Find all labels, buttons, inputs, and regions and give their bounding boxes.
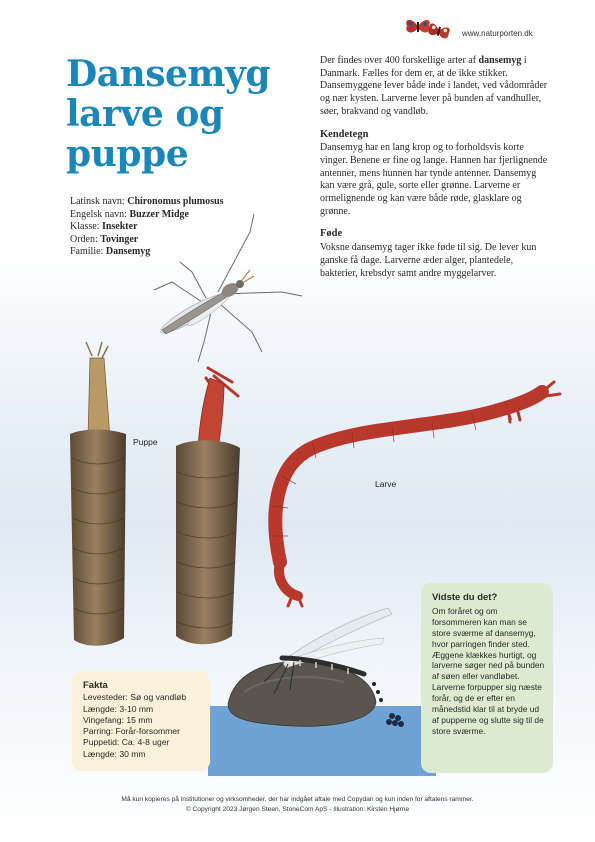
meta-latin: Latinsk navn: Chironomus plumosus — [70, 196, 224, 207]
fakta-line: Vingefang: 15 mm — [83, 714, 153, 725]
site-url[interactable]: www.naturporten.dk — [462, 29, 533, 38]
footer — [0, 795, 595, 815]
label-puppe: Puppe — [133, 437, 158, 447]
footer-license: Må kun kopieres på institutioner og virksomheder, der har indgået aftale med Copydan og kun inden for aftalens rammer. — [121, 796, 474, 803]
fode-heading: Føde — [320, 228, 343, 240]
vidste-text: Om foråret og om forsommeren kan man se store sværme af dansemyg, hvor parringen finder sted. Æggene klækkes hurtigt, og larverne søger ned på bunden af søen eller vandløbet. Larverne forpupper sig næste forår, og de er efter en månedstid klar til at bryde ud af pupperne og slutte sig til de store sværme. — [432, 605, 545, 736]
fakta-box — [72, 671, 210, 771]
stone-midge-illustration — [224, 598, 424, 738]
fakta-line: Puppetid: Ca. 4-8 uger — [83, 737, 170, 748]
title-line-3: puppe — [66, 133, 189, 175]
vidste-heading: Vidste du det? — [432, 592, 498, 603]
meta-order: Orden: Tovinger — [70, 233, 139, 245]
meta-english: Engelsk navn: Buzzer Midge — [70, 208, 189, 220]
kendetegn-heading: Kendetegn — [320, 128, 369, 140]
pupae-illustration — [64, 338, 244, 656]
intro-paragraph: Der findes over 400 forskellige arter af dansemyg i Danmark. Fælles for dem er, at de ikke stikker. Dansemyggene lever både inde i landet, ved vådområder og nær kysten. Larverne lever på bunden af vandhuller, søer, brakvand og vandløb. — [320, 55, 548, 117]
fakta-line: Levesteder: Sø og vandløb — [83, 692, 187, 703]
larva-illustration — [262, 366, 562, 616]
label-larve: Larve — [375, 479, 397, 489]
fakta-line: Parring: Forår-forsommer — [83, 726, 180, 737]
title-line-1: Dansemyg — [66, 53, 271, 95]
kendetegn-paragraph: Dansemyg har en lang krop og to forholdsvis korte vinger. Benene er fine og lange. Hannen har fjerlignende antenner, mens hunnen har tynde antenner. Dansemyg kan være grå, gule, sorte eller grønne. Larverne er ormelignende og kan være både røde, glasklare og grønne. — [320, 142, 548, 217]
fakta-line: Længde: 3-10 mm — [83, 703, 154, 714]
butterflies-logo-icon — [404, 14, 462, 40]
title-line-2: larve og — [66, 93, 224, 135]
fode-paragraph: Voksne dansemyg tager ikke føde til sig. De lever kun ganske få dage. Larverne æder alger, plantedele, bakterier, krebsdyr samt andre myggelarver. — [320, 242, 537, 279]
text-column — [320, 55, 552, 290]
page-title — [66, 54, 296, 174]
vidste-du-det-box — [421, 583, 553, 773]
fakta-line: Længde: 30 mm — [83, 748, 146, 759]
footer-copyright: © Copyright 2023 Jørgen Steen, StoneCom ApS - Illustration: Kirsten Hjørne — [185, 806, 410, 813]
meta-class: Klasse: Insekter — [70, 221, 138, 233]
meta-family: Familie: Dansemyg — [70, 246, 151, 258]
fakta-heading: Fakta — [83, 680, 108, 691]
